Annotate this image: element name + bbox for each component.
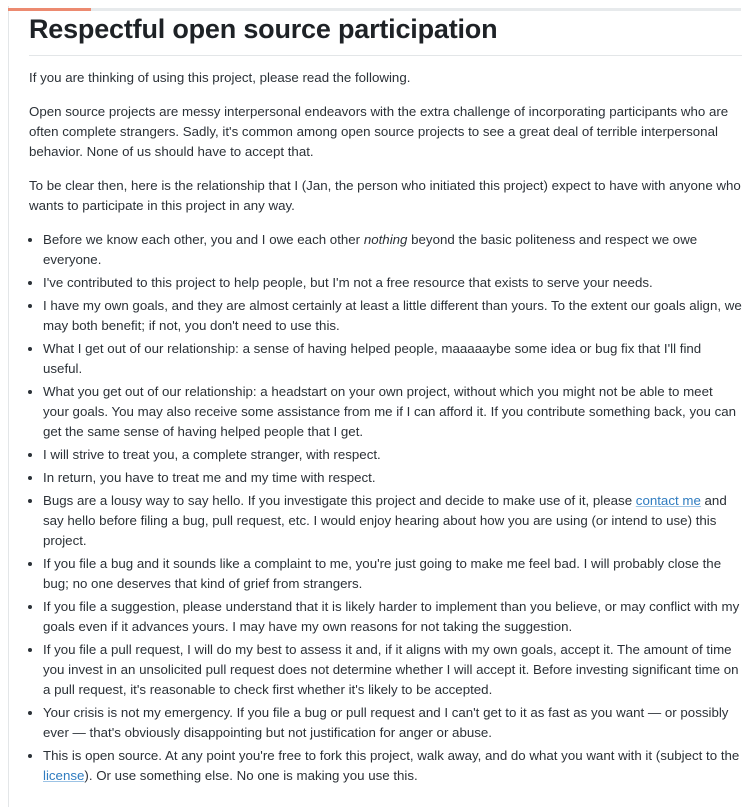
list-item: • In return, you have to treat me and my time with respect. [43, 468, 742, 488]
list-item: • Bugs are a lousy way to say hello. If you investigate this project and decide to make use of it, please contact me and say hello before filing a bug, pull request, etc. I would enjoy hearing about how you are using (or intend to use) this project. [43, 491, 742, 551]
list-item: • I will strive to treat you, a complete stranger, with respect. [43, 445, 742, 465]
list-item: • I've contributed to this project to help people, but I'm not a free resource that exists to serve your needs. [43, 273, 742, 293]
list-item: • If you file a suggestion, please understand that it is likely harder to implement than you believe, or may conflict with my goals even if it advances yours. I may have my own reasons for not taking the suggestion. [43, 597, 742, 637]
list-item: • What you get out of our relationship: a headstart on your own project, without which you might not be able to meet your goals. You may also receive some assistance from me if I can afford it. If you contribute something back, you can get the same sense of having helped people that I get. [43, 382, 742, 442]
page-title: Respectful open source participation [29, 14, 742, 56]
list-item: • If you file a pull request, I will do my best to assess it and, if it aligns with my own goals, accept it. The amount of time you invest in an unsolicited pull request does not determine whether I will accept it. Before investing significant time on a pull request, it's reasonable to check first whether it's likely to be accepted. [43, 640, 742, 700]
progress-bar-fill [8, 8, 91, 11]
list-item: • Your crisis is not my emergency. If you file a bug or pull request and I can't get to it as fast as you want — or possibly ever — that's obviously disappointing but not justification for anger or abuse. [43, 703, 742, 743]
emphasized-text: nothing [363, 232, 408, 247]
paragraph: To be clear then, here is the relationship that I (Jan, the person who initiated this project) expect to have with anyone who wants to participate in this project in any way. [29, 178, 741, 213]
progress-bar-track [8, 8, 741, 11]
list-item: • I have my own goals, and they are almost certainly at least a little different than yours. To the extent our goals align, we may both benefit; if not, you don't need to use this. [43, 296, 742, 336]
document-page [8, 6, 754, 807]
list-item: • This is open source. At any point you're free to fork this project, walk away, and do what you want with it (subject to the license). Or use something else. No one is making you use this. [43, 746, 742, 786]
license-link[interactable]: license [43, 768, 85, 783]
list-item: • What I get out of our relationship: a sense of having helped people, maaaaaybe some idea or bug fix that I'll find useful. [43, 339, 742, 379]
list-item: • If you file a bug and it sounds like a complaint to me, you're just going to make me feel bad. I will probably close the bug; no one deserves that kind of grief from strangers. [43, 554, 742, 594]
intro-paragraphs [29, 68, 742, 216]
paragraph: If you are thinking of using this project, please read the following. [29, 70, 411, 85]
contact-me-link[interactable]: contact me [635, 493, 701, 508]
paragraph: Open source projects are messy interpersonal endeavors with the extra challenge of incorporating participants who are often complete strangers. Sadly, it's common among open source projects to see a great deal of terrible interpersonal behavior. None of us should have to accept that. [29, 104, 729, 159]
list-item: • Before we know each other, you and I owe each other nothing beyond the basic politeness and respect we owe everyone. [43, 230, 742, 270]
guidelines-list [29, 230, 742, 786]
